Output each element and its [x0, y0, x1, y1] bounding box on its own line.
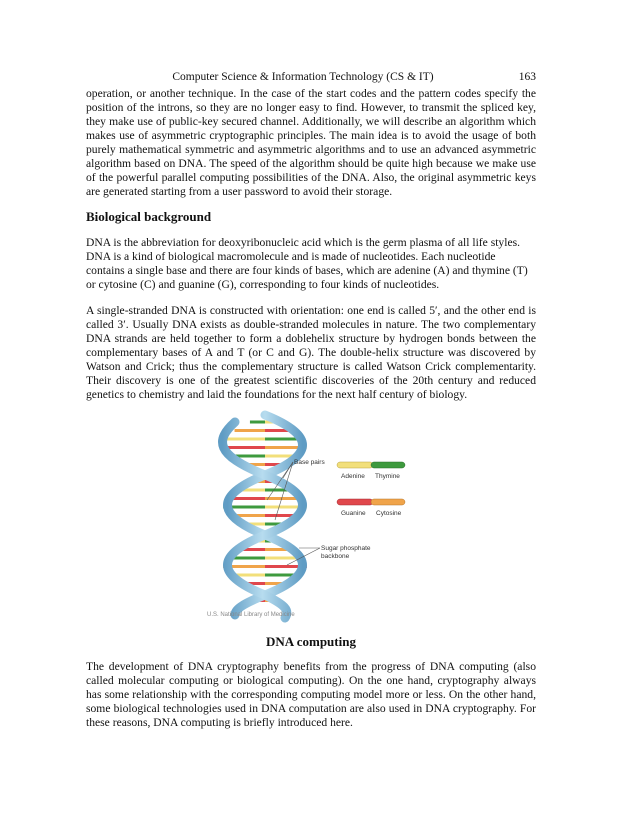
- dna-computing-paragraph: The development of DNA cryptography benefits from the progress of DNA computing (also called molecular computing or biological computing). On the one hand, cryptography always has some relationship with the corresponding computing model more or less. On the other hand, some biological technologies used in DNA computation are also used in DNA cryptography. For these reasons, DNA computing is briefly introduced here.: [86, 660, 536, 729]
- dna-double-helix-figure: [205, 410, 445, 625]
- label-thymine: Thymine: [375, 473, 400, 480]
- figure-credit: U.S. National Library of Medicine: [207, 612, 295, 618]
- label-guanine: Guanine: [341, 510, 366, 517]
- label-backbone-line2: backbone: [321, 553, 350, 560]
- biological-paragraph-2: A single-stranded DNA is constructed with orientation: one end is called 5′, and the other end is called 3′. Usually DNA exists as double-stranded molecules in nature. The two complementary DNA strands are held together to form a doblehelix structure by hydrogen bonds between the complementary bases of A and T (or C and G). The double-helix structure was discovered by Watson and Crick; thus the complementary structure is called Watson Crick complementarity. Their discovery is one of the greatest scientific discoveries of the 20th century and reduced genetics to chemistry and laid the foundations for the next half century of biology.: [86, 304, 536, 401]
- label-backbone-line1: Sugar phosphate: [321, 545, 371, 552]
- page-number: 163: [518, 71, 536, 83]
- intro-paragraph: operation, or another technique. In the case of the start codes and the pattern codes specify the position of the introns, so they are no longer easy to find. However, to transmit the spliced key, they make use of public-key secured channel. Additionally, we will describe an algorithm which makes use of asymmetric cryptographic principles. The main idea is to avoid the usage of both purely mathematical symmetric and asymmetric algorithms and to use an advanced asymmetric algorithm based on DNA. The speed of the algorithm should be quite high because we make use of the powerful parallel computing possibilities of the DNA. Also, the original asymmetric keys are generated starting from a user password to avoid their storage.: [86, 87, 536, 198]
- heading-biological-background: Biological background: [86, 209, 212, 224]
- cytosine-swatch: [371, 499, 405, 505]
- label-adenine: Adenine: [341, 473, 365, 480]
- label-base-pairs: Base pairs: [294, 459, 325, 466]
- adenine-swatch: [337, 462, 373, 468]
- dna-helix-illustration: [205, 410, 445, 625]
- biological-paragraph-1: DNA is the abbreviation for deoxyribonucleic acid which is the germ plasma of all life styles. DNA is a kind of biological macromolecule and is made of nucleotides. Each nucleotide contains a single base and there are four kinds of bases, which are adenine (A) and thymine (T) or cytosine (C) and guanine (G), corresponding to four kinds of nucleotides.: [86, 236, 528, 291]
- running-title: Computer Science & Information Technology (CS & IT): [172, 71, 434, 83]
- heading-dna-computing: DNA computing: [266, 634, 356, 649]
- label-cytosine: Cytosine: [376, 510, 402, 517]
- guanine-swatch: [337, 499, 373, 505]
- thymine-swatch: [371, 462, 405, 468]
